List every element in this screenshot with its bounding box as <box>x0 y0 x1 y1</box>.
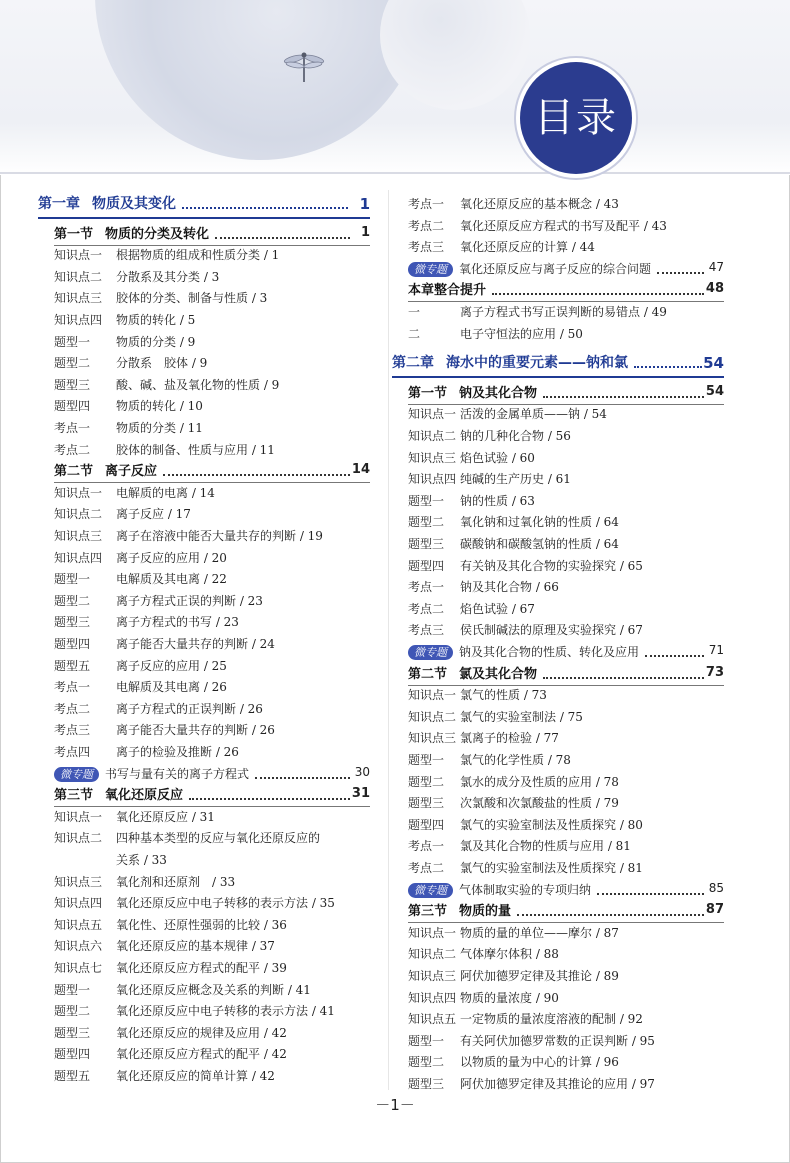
leader-dots <box>215 237 350 239</box>
toc-item-label: 知识点四 <box>408 990 457 1005</box>
toc-item-label: 题型五 <box>54 658 91 673</box>
toc-item-row <box>408 860 643 876</box>
toc-item-text: 钠的性质 / 63 <box>460 493 535 508</box>
toc-item-text: 次氯酸和次氯酸盐的性质 / 79 <box>460 796 619 811</box>
toc-item-row <box>54 550 227 566</box>
toc-item-text: 氧化还原反应方程式的配平 / 39 <box>116 961 287 975</box>
toc-chapter-label: 第一章 <box>38 196 80 212</box>
toc-item-row <box>54 377 279 393</box>
toc-item-label: 题型一 <box>408 753 445 767</box>
toc-item-label: 题型三 <box>54 1025 91 1040</box>
toc-item-row <box>54 593 263 609</box>
toc-item-text: 阿伏加德罗定律及其推论的应用 / 97 <box>460 1077 655 1091</box>
toc-special-title: 书写与量有关的离子方程式 <box>105 766 250 781</box>
toc-item-text: 纯碱的生产历史 / 61 <box>460 472 571 487</box>
toc-special-row <box>408 644 639 660</box>
toc-item-row <box>408 687 547 703</box>
page-number: －1－ <box>375 1096 415 1114</box>
column-divider <box>388 190 389 1090</box>
page-title: 目录 <box>534 95 618 141</box>
toc-item-text: 阿伏加德罗定律及其推论 / 89 <box>460 969 619 983</box>
micro-topic-badge: 微专题 <box>408 262 453 277</box>
toc-section-label: 第一节 <box>54 226 94 242</box>
toc-chapter-label: 第二章 <box>392 355 434 372</box>
section-underline <box>408 301 724 302</box>
toc-chapter-title: 海水中的重要元素——钠和氯 <box>446 355 628 372</box>
micro-topic-badge: 微专题 <box>408 883 453 898</box>
toc-section-label: 第一节 <box>408 385 448 401</box>
toc-item-label: 知识点一 <box>54 485 103 500</box>
toc-item-label: 题型二 <box>408 515 445 530</box>
toc-item-row <box>54 614 239 630</box>
toc-item-row <box>408 536 619 552</box>
toc-item-label: 题型二 <box>54 593 91 608</box>
toc-item-label: 考点二 <box>408 601 445 616</box>
header-divider <box>0 172 790 174</box>
toc-item-label: 考点一 <box>408 580 445 595</box>
toc-chapter-row <box>38 196 176 212</box>
toc-section-title: 物质的量 <box>459 904 512 920</box>
toc-section-label: 第二节 <box>408 666 448 682</box>
toc-item-row <box>54 398 203 414</box>
toc-item-label: 知识点二 <box>54 507 103 522</box>
toc-section-row <box>54 463 157 480</box>
toc-item-label: 考点三 <box>408 623 445 638</box>
toc-page-number: 73 <box>705 664 724 680</box>
toc-item-row <box>54 442 275 458</box>
toc-item-label: 题型一 <box>54 982 91 997</box>
toc-item-label: 题型五 <box>54 1069 91 1083</box>
toc-item-text: 离子的检验及推断 / 26 <box>116 745 239 759</box>
toc-item-text: 氯气的性质 / 73 <box>460 688 547 703</box>
toc-item-text: 氧化还原反应中电子转移的表示方法 / 41 <box>116 1004 335 1019</box>
toc-item-row <box>408 1076 655 1092</box>
toc-item-label: 考点三 <box>54 723 91 738</box>
toc-item-label: 知识点一 <box>408 688 457 703</box>
toc-item-label: 知识点三 <box>54 874 103 889</box>
toc-item-text: 氯及其化合物的性质与应用 / 81 <box>460 839 631 854</box>
toc-section-label: 第三节 <box>54 788 94 804</box>
toc-item-row <box>54 679 227 695</box>
toc-item-text: 氧化还原反应概念及关系的判断 / 41 <box>116 982 311 997</box>
toc-item-row <box>54 874 235 890</box>
toc-item-row <box>408 579 559 595</box>
toc-item-row <box>54 355 207 371</box>
toc-special-title: 钠及其化合物的性质、转化及应用 <box>459 645 640 659</box>
toc-section-title: 氧化还原反应 <box>105 788 184 804</box>
toc-item-row <box>408 990 559 1006</box>
toc-section-row <box>54 226 209 243</box>
toc-section-row <box>408 385 537 402</box>
toc-item-label: 知识点三 <box>408 969 457 983</box>
toc-item-label: 考点二 <box>54 442 91 457</box>
toc-page-number: 1 <box>360 224 370 240</box>
toc-item-row <box>408 622 643 638</box>
toc-item-text: 氯气的实验室制法及性质探究 / 81 <box>460 861 643 875</box>
toc-item-row <box>408 218 667 234</box>
toc-item-row <box>54 269 219 285</box>
toc-item-text: 氧化还原反应的规律及应用 / 42 <box>116 1025 287 1040</box>
toc-item-row <box>408 709 583 725</box>
toc-item-row <box>54 1046 287 1062</box>
leader-dots <box>182 207 348 209</box>
micro-topic-badge: 微专题 <box>408 645 453 660</box>
toc-item-text: 氧化还原反应中电子转移的表示方法 / 35 <box>116 896 335 911</box>
toc-item-label: 题型二 <box>54 356 91 371</box>
toc-item-text: 气体摩尔体积 / 88 <box>460 947 559 962</box>
toc-item-label: 考点一 <box>54 680 91 695</box>
toc-item-label: 知识点二 <box>54 831 103 846</box>
toc-item-row <box>408 925 619 941</box>
toc-item-text: 四种基本类型的反应与氧化还原反应的 <box>116 831 321 846</box>
toc-item-row <box>408 493 535 509</box>
section-underline <box>54 245 370 246</box>
toc-item-row <box>408 196 619 212</box>
toc-item-text: 侯氏制碱法的原理及实验探究 / 67 <box>460 623 643 638</box>
toc-item-row <box>54 722 275 738</box>
toc-item-text: 活泼的金属单质——钠 / 54 <box>460 407 607 422</box>
toc-cont-row <box>54 852 167 868</box>
toc-item-label: 知识点一 <box>408 407 457 422</box>
toc-item-text: 氯气的实验室制法及性质探究 / 80 <box>460 817 643 832</box>
toc-page-number: 14 <box>351 462 370 478</box>
toc-item-text: 有关阿伏加德罗常数的正误判断 / 95 <box>460 1033 655 1048</box>
toc-page-number: 1 <box>359 195 370 213</box>
toc-item-row <box>54 701 263 717</box>
toc-item-label: 知识点一 <box>54 248 103 263</box>
toc-item-text: 物质的量的单位——摩尔 / 87 <box>460 925 619 940</box>
toc-item-text: 电解质及其电离 / 26 <box>116 680 227 695</box>
toc-item-label: 题型四 <box>408 558 445 573</box>
toc-item-row <box>408 406 607 422</box>
toc-item-text: 离子能否大量共存的判断 / 26 <box>116 723 275 738</box>
toc-item-text: 氧化还原反应的基本规律 / 37 <box>116 939 275 954</box>
section-underline <box>408 685 724 686</box>
toc-item-row <box>408 1054 619 1070</box>
leader-dots <box>255 777 350 779</box>
toc-chapter-title: 物质及其变化 <box>92 196 176 212</box>
toc-item-row <box>408 558 643 574</box>
toc-item-text: 物质的转化 / 5 <box>116 313 196 327</box>
leader-dots <box>492 293 704 295</box>
toc-item-label: 题型三 <box>54 377 91 392</box>
toc-item-text: 氧化还原反应 / 31 <box>116 809 215 824</box>
toc-item-text: 氧化剂和还原剂 / 33 <box>116 874 236 889</box>
toc-item-text: 氯水的成分及性质的应用 / 78 <box>460 774 619 789</box>
toc-page-number: 54 <box>703 354 724 373</box>
toc-item-row <box>408 774 619 790</box>
toc-item-label: 知识点四 <box>408 472 457 487</box>
toc-section-title: 氯及其化合物 <box>459 666 538 682</box>
toc-item-label: 知识点六 <box>54 939 103 954</box>
toc-item-row <box>408 471 571 487</box>
toc-item-text: 电解质及其电离 / 22 <box>116 572 227 587</box>
micro-topic-badge: 微专题 <box>54 767 99 782</box>
toc-special-row <box>408 882 591 898</box>
toc-item-row <box>54 247 279 263</box>
toc-item-text: 物质的转化 / 10 <box>116 399 203 414</box>
toc-item-row <box>408 968 619 984</box>
toc-page-number: 85 <box>708 880 724 895</box>
toc-item-row <box>408 326 583 342</box>
toc-item-text: 以物质的量为中心的计算 / 96 <box>460 1055 619 1070</box>
toc-item-label: 题型三 <box>54 615 91 630</box>
toc-item-label: 知识点三 <box>408 731 457 746</box>
toc-section-title: 本章整合提升 <box>408 283 487 299</box>
toc-item-row <box>54 1068 275 1084</box>
toc-item-row <box>54 960 287 976</box>
toc-item-label: 知识点四 <box>54 313 103 327</box>
toc-item-text: 离子方程式正误的判断 / 23 <box>116 593 263 608</box>
toc-section-title: 离子反应 <box>105 464 158 480</box>
toc-item-label: 题型一 <box>54 572 91 587</box>
toc-section-label: 第二节 <box>54 464 94 480</box>
toc-item-text: 氯气的化学性质 / 78 <box>460 753 571 767</box>
toc-item-row <box>408 730 559 746</box>
toc-item-label: 考点一 <box>408 839 445 854</box>
toc-item-row <box>408 795 619 811</box>
toc-special-row <box>408 261 651 277</box>
toc-item-label: 题型二 <box>408 1055 445 1070</box>
toc-item-row <box>408 817 643 833</box>
toc-item-row <box>54 485 215 501</box>
toc-item-text: 物质的分类 / 11 <box>116 421 203 435</box>
toc-item-text: 氧化还原反应的基本概念 / 43 <box>460 197 619 211</box>
toc-item-row <box>408 239 595 255</box>
toc-chapter-row <box>392 355 628 371</box>
toc-item-row <box>408 752 571 768</box>
toc-item-row <box>54 334 195 350</box>
leader-dots <box>645 655 704 657</box>
toc-item-row <box>54 895 335 911</box>
toc-item-text: 有关钠及其化合物的实验探究 / 65 <box>460 558 643 573</box>
toc-page-number: 47 <box>708 259 724 274</box>
toc-item-label: 知识点二 <box>408 947 457 962</box>
toc-item-row <box>54 809 215 825</box>
toc-page-number: 30 <box>354 764 370 779</box>
toc-item-row <box>54 744 239 760</box>
leader-dots <box>543 677 704 679</box>
toc-item-row <box>408 450 535 466</box>
toc-item-label: 题型一 <box>408 493 445 508</box>
toc-item-text: 离子反应 / 17 <box>116 507 191 522</box>
toc-item-text: 物质的分类 / 9 <box>116 334 196 349</box>
toc-item-label: 知识点五 <box>54 917 103 932</box>
leader-dots <box>657 272 704 274</box>
section-underline <box>408 404 724 405</box>
toc-special-row <box>54 766 249 782</box>
toc-item-row <box>54 506 191 522</box>
toc-item-text: 氧化还原反应方程式的配平 / 42 <box>116 1047 287 1062</box>
toc-page-number: 71 <box>708 643 724 657</box>
section-underline <box>54 482 370 483</box>
toc-item-text: 酸、碱、盐及氧化物的性质 / 9 <box>116 377 280 392</box>
toc-item-text: 氧化钠和过氧化钠的性质 / 64 <box>460 515 619 530</box>
toc-page-number: 31 <box>351 786 370 802</box>
toc-item-row <box>408 838 631 854</box>
toc-item-label: 知识点一 <box>54 809 103 824</box>
toc-special-title: 氧化还原反应与离子反应的综合问题 <box>459 261 652 276</box>
leader-dots <box>597 893 704 895</box>
leader-dots <box>543 396 704 398</box>
leader-dots <box>163 474 350 476</box>
toc-section-title: 钠及其化合物 <box>459 385 538 401</box>
toc-item-label: 知识点五 <box>408 1012 457 1027</box>
toc-item-row <box>54 917 287 933</box>
toc-item-label: 知识点三 <box>54 529 103 543</box>
toc-item-label: 二 <box>408 326 421 341</box>
toc-item-label: 知识点一 <box>408 925 457 940</box>
toc-item-text: 离子方程式书写正误判断的易错点 / 49 <box>460 305 667 319</box>
toc-item-row <box>54 1003 335 1019</box>
toc-item-text: 分散系 胶体 / 9 <box>116 356 208 371</box>
toc-item-row <box>408 601 535 617</box>
toc-item-label: 考点二 <box>54 701 91 716</box>
toc-item-text: 离子反应的应用 / 25 <box>116 658 227 673</box>
toc-item-label: 题型四 <box>408 817 445 832</box>
moon-decoration <box>95 0 425 160</box>
toc-item-label: 知识点七 <box>54 961 103 975</box>
toc-item-label: 考点二 <box>408 218 445 233</box>
toc-item-label: 题型四 <box>54 637 91 651</box>
chapter-underline <box>38 217 370 219</box>
toc-item-label: 考点三 <box>408 240 445 255</box>
section-underline <box>408 922 724 923</box>
toc-item-text: 氯气的实验室制法 / 75 <box>460 709 583 724</box>
leader-dots <box>189 798 350 800</box>
section-underline <box>54 806 370 807</box>
toc-item-text: 电子守恒法的应用 / 50 <box>460 326 583 341</box>
toc-item-label: 题型四 <box>54 399 91 414</box>
toc-item-text: 一定物质的量浓度溶液的配制 / 92 <box>460 1012 643 1027</box>
toc-item-row <box>54 658 227 674</box>
toc-item-row <box>408 304 667 320</box>
toc-item-text: 钠的几种化合物 / 56 <box>460 429 571 443</box>
toc-page-number: 87 <box>705 902 724 918</box>
toc-item-label: 题型三 <box>408 1077 445 1091</box>
toc-item-text: 氧化还原反应的计算 / 44 <box>460 240 595 255</box>
chapter-underline <box>392 376 724 378</box>
toc-section-label: 第三节 <box>408 904 448 920</box>
toc-item-row <box>54 1025 287 1041</box>
toc-item-text: 离子方程式的书写 / 23 <box>116 615 239 630</box>
toc-item-text: 离子反应的应用 / 20 <box>116 550 227 565</box>
toc-item-text: 氧化还原反应的简单计算 / 42 <box>116 1069 275 1083</box>
toc-item-row <box>54 830 320 846</box>
toc-item-label: 考点一 <box>408 197 445 211</box>
toc-item-row <box>54 636 275 652</box>
toc-item-row <box>408 1033 655 1049</box>
toc-item-row <box>54 982 311 998</box>
toc-item-label: 知识点二 <box>54 269 103 284</box>
toc-item-label: 题型一 <box>408 1033 445 1048</box>
toc-item-label: 考点二 <box>408 861 445 875</box>
toc-item-label: 题型三 <box>408 796 445 811</box>
leader-dots <box>517 914 704 916</box>
toc-item-text: 焰色试验 / 67 <box>460 601 535 616</box>
toc-item-row <box>54 528 323 544</box>
toc-item-text: 碳酸钠和碳酸氢钠的性质 / 64 <box>460 537 619 551</box>
toc-item-text: 焰色试验 / 60 <box>460 450 535 465</box>
toc-item-label: 题型二 <box>54 1004 91 1019</box>
toc-section-row <box>408 282 486 299</box>
toc-item-label: 知识点二 <box>408 709 457 724</box>
toc-item-text: 物质的量浓度 / 90 <box>460 990 559 1005</box>
toc-item-text: 离子方程式的正误判断 / 26 <box>116 701 263 716</box>
toc-section-row <box>54 787 183 804</box>
toc-item-text: 根据物质的组成和性质分类 / 1 <box>116 248 280 263</box>
toc-item-label: 题型四 <box>54 1047 91 1062</box>
toc-item-label: 知识点三 <box>54 291 103 306</box>
toc-item-text: 电解质的电离 / 14 <box>116 485 215 500</box>
toc-item-row <box>408 946 559 962</box>
toc-item-text: 关系 / 33 <box>116 853 167 867</box>
toc-item-row <box>408 514 619 530</box>
toc-item-text: 钠及其化合物 / 66 <box>460 580 559 595</box>
toc-section-title: 物质的分类及转化 <box>105 226 210 242</box>
toc-item-text: 氧化还原反应方程式的书写及配平 / 43 <box>460 218 667 233</box>
toc-item-text: 胶体的制备、性质与应用 / 11 <box>116 442 275 457</box>
toc-item-row <box>54 312 195 328</box>
toc-item-label: 考点一 <box>54 421 91 435</box>
toc-item-text: 胶体的分类、制备与性质 / 3 <box>116 291 268 306</box>
toc-section-row <box>408 903 511 920</box>
toc-item-row <box>54 290 267 306</box>
toc-item-label: 题型三 <box>408 537 445 551</box>
toc-item-text: 氧化性、还原性强弱的比较 / 36 <box>116 917 287 932</box>
leader-dots <box>634 366 702 368</box>
toc-item-text: 氯离子的检验 / 77 <box>460 731 559 746</box>
toc-item-row <box>54 420 203 436</box>
toc-item-text: 离子在溶液中能否大量共存的判断 / 19 <box>116 529 323 543</box>
toc-item-label: 知识点三 <box>408 450 457 465</box>
toc-item-row <box>54 938 275 954</box>
toc-page-number: 48 <box>705 281 724 297</box>
toc-item-text: 离子能否大量共存的判断 / 24 <box>116 637 275 651</box>
toc-item-label: 知识点四 <box>54 896 103 911</box>
toc-section-row <box>408 666 537 683</box>
toc-item-row <box>408 428 571 444</box>
toc-item-label: 题型二 <box>408 774 445 789</box>
toc-page-number: 54 <box>705 383 724 399</box>
toc-item-text: 分散系及其分类 / 3 <box>116 269 220 284</box>
toc-item-row <box>54 571 227 587</box>
toc-item-label: 考点四 <box>54 745 91 759</box>
title-badge <box>520 62 632 174</box>
toc-item-row <box>408 1011 643 1027</box>
toc-item-label: 知识点四 <box>54 550 103 565</box>
toc-special-title: 气体制取实验的专项归纳 <box>459 882 592 897</box>
toc-item-label: 一 <box>408 305 421 319</box>
toc-item-label: 题型一 <box>54 334 91 349</box>
header-banner <box>0 0 790 175</box>
toc-item-label: 知识点二 <box>408 429 457 443</box>
planet-decoration <box>380 0 530 110</box>
dragonfly-icon <box>282 48 326 84</box>
